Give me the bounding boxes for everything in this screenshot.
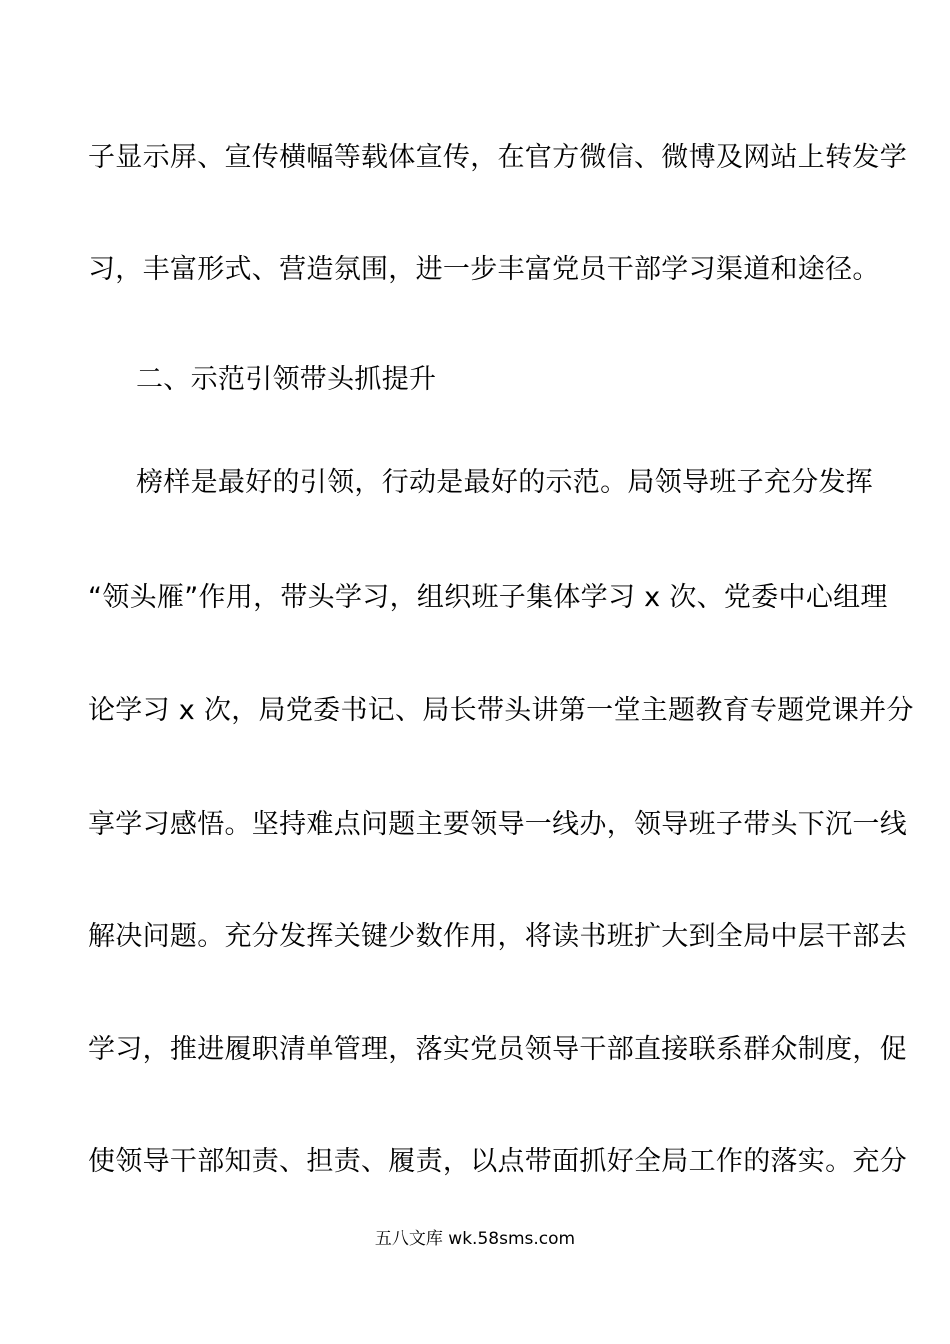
paragraph-line-6: 享学习感悟。坚持难点问题主要领导一线办，领导班子带头下沉一线	[88, 809, 907, 840]
paragraph-line-5: 论学习 x 次，局党委书记、局长带头讲第一堂主题教育专题党课并分	[88, 695, 914, 726]
paragraph-line-4: “领头雁”作用，带头学习，组织班子集体学习 x 次、党委中心组理	[88, 582, 888, 613]
footer-watermark: 五八文库 wk.58sms.com	[374, 1229, 576, 1249]
section-heading: 二、示范引领带头抓提升	[136, 364, 437, 395]
paragraph-line-2: 习，丰富形式、营造氛围，进一步丰富党员干部学习渠道和途径。	[88, 254, 880, 285]
paragraph-line-1: 子显示屏、宣传横幅等载体宣传，在官方微信、微博及网站上转发学	[88, 142, 907, 173]
paragraph-line-7: 解决问题。充分发挥关键少数作用，将读书班扩大到全局中层干部去	[88, 921, 907, 952]
paragraph-line-9: 使领导干部知责、担责、履责，以点带面抓好全局工作的落实。充分	[88, 1146, 907, 1177]
paragraph-line-3: 榜样是最好的引领，行动是最好的示范。局领导班子充分发挥	[136, 467, 874, 498]
paragraph-line-8: 学习，推进履职清单管理，落实党员领导干部直接联系群众制度，促	[88, 1034, 907, 1065]
